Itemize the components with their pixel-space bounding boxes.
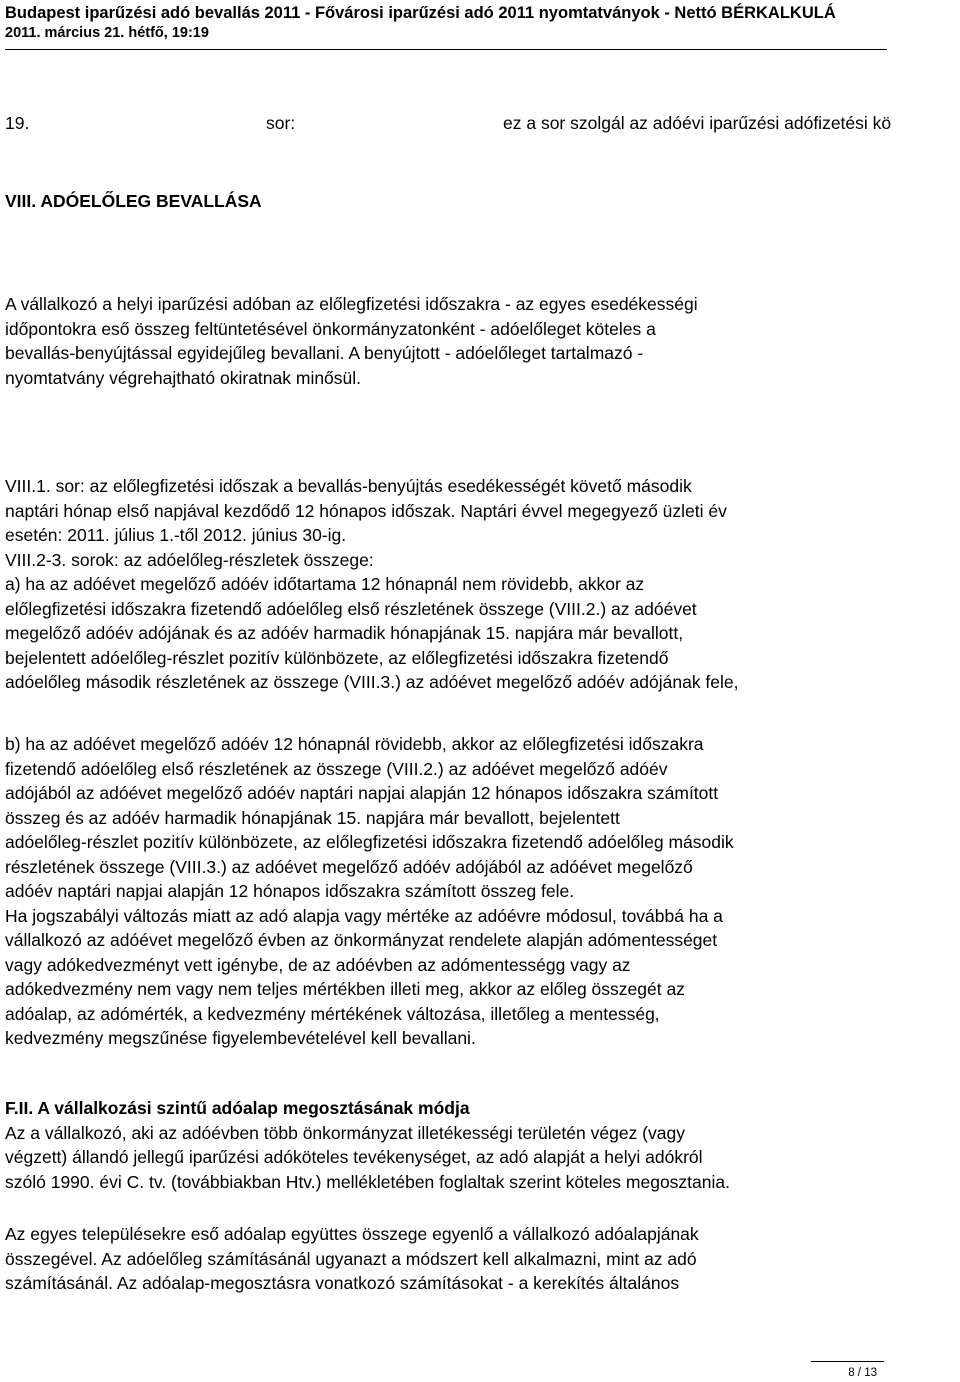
- section-number: F.II.: [5, 1098, 34, 1118]
- text-line: vagy adókedvezményt vett igénybe, de az adóévben az adómentességg vagy az: [5, 954, 631, 975]
- paragraph-gap: [5, 1194, 955, 1222]
- page-number: 8 / 13: [848, 1367, 877, 1379]
- text-line: fizetendő adóelőleg első részletének az összege (VIII.2.) az adóévet megelőző adóév: [5, 758, 668, 779]
- section-tax-base-allocation: [5, 1096, 955, 1296]
- section-heading-text: A vállalkozási szintű adóalap megosztásának módja: [33, 1098, 470, 1118]
- text-line: adóalap, az adómérték, a kedvezmény mértékének változása, illetőleg a mentesség,: [5, 1003, 660, 1024]
- text-line: szóló 1990. évi C. tv. (továbbiakban Htv.) mellékletében foglaltak szerint köteles megosztania.: [5, 1171, 730, 1192]
- page-header-date: 2011. március 21. hétfő, 19:19: [5, 25, 209, 41]
- text-line: b) ha az adóévet megelőző adóév 12 hónapnál rövidebb, akkor az előlegfizetési időszakra: [5, 734, 704, 754]
- section-heading: [5, 1096, 955, 1121]
- text-line: VIII.2-3. sorok: az adóelőleg-részletek összege:: [5, 549, 374, 570]
- text-line: adóelőleg második részletének az összege (VIII.3.) az adóévet megelőző adóév adójának fele,: [5, 672, 739, 692]
- text-line: VIII.1. sor: az előlegfizetési időszak a bevallás-benyújtás esedékességét követő második: [5, 476, 692, 496]
- text-line: Ha jogszabályi változás miatt az adó alapja vagy mértéke az adóévre módosul, továbbá ha a: [5, 905, 723, 926]
- text-line: végzett) állandó jellegű iparűzési adóköteles tevékenységet, az adó alapját a helyi adókról: [5, 1147, 703, 1167]
- row-19-text: ez a sor szolgál az adóévi iparűzési adófizetési kö: [503, 113, 892, 133]
- paragraph-rows-viii: [5, 474, 955, 695]
- text-line: előlegfizetési időszakra fizetendő adóelőleg első részletének összege (VIII.2.) az adóévet: [5, 598, 697, 619]
- text-line: számításánál. Az adóalap-megosztásra vonatkozó számításokat - a kerekítés általános: [5, 1273, 680, 1293]
- section-title-advance-tax: VIII. ADÓELŐLEG BEVALLÁSA: [5, 191, 262, 211]
- page-header-title: Budapest iparűzési adó bevallás 2011 - Fővárosi iparűzési adó 2011 nyomtatványok - Nettó BÉRKALKULÁ: [5, 4, 836, 22]
- row-19-number: 19.: [5, 113, 30, 133]
- text-line: adóelőleg-részlet pozitív különbözete, az előlegfizetési időszakra fizetendő adóelőleg második: [5, 832, 734, 852]
- text-line: kedvezmény megszűnése figyelembevételével kell bevallani.: [5, 1028, 476, 1048]
- paragraph-intro: [5, 292, 955, 390]
- row-19: [0, 111, 960, 137]
- text-line: nyomtatvány végrehajtható okiratnak minősül.: [5, 367, 362, 388]
- text-line: bejelentett adóelőleg-részlet pozitív különbözete, az előlegfizetési időszakra fizetendő: [5, 647, 669, 668]
- row-19-label: sor:: [266, 113, 296, 133]
- text-line: megelőző adóév adójának és az adóév harmadik hónapjának 15. napjára már bevallott,: [5, 623, 684, 643]
- text-line: esetén: 2011. július 1.-től 2012. június 30-ig.: [5, 525, 347, 545]
- header-divider: [5, 49, 887, 50]
- footer-divider: [811, 1361, 884, 1362]
- text-line: bevallás-benyújtással egyidejűleg bevallani. A benyújtott - adóelőleget tartalmazó -: [5, 343, 644, 363]
- text-line: összegével. Az adóelőleg számításánál ugyanazt a módszert kell alkalmazni, mint az adó: [5, 1248, 697, 1269]
- text-line: összeg és az adóév harmadik hónapjának 15. napjára már bevallott, bejelentett: [5, 807, 620, 828]
- text-line: Az a vállalkozó, aki az adóévben több önkormányzat illetékességi területén végez (vagy: [5, 1122, 685, 1143]
- text-line: adókedvezmény nem vagy nem teljes mértékben illeti meg, akkor az előleg összegét az: [5, 979, 685, 999]
- text-line: A vállalkozó a helyi iparűzési adóban az előlegfizetési időszakra - az egyes esedékességi: [5, 294, 698, 314]
- paragraph-case-b: [5, 732, 955, 1051]
- text-line: Az egyes településekre eső adóalap együttes összege egyenlő a vállalkozó adóalapjának: [5, 1224, 699, 1244]
- text-line: adójából az adóévet megelőző adóév naptári napjai alapján 12 hónapos időszakra számított: [5, 783, 719, 803]
- text-line: részletének összege (VIII.3.) az adóévet megelőző adóév adójából az adóévet megelőző: [5, 856, 693, 877]
- text-line: időpontokra eső összeg feltüntetésével önkormányzatonként - adóelőleget köteles a: [5, 318, 656, 339]
- text-line: adóév naptári napjai alapján 12 hónapos időszakra számított összeg fele.: [5, 881, 575, 901]
- text-line: vállalkozó az adóévet megelőző évben az önkormányzat rendelete alapján adómentességet: [5, 930, 718, 950]
- text-line: naptári hónap első napjával kezdődő 12 hónapos időszak. Naptári évvel megegyező üzleti év: [5, 500, 727, 521]
- text-line: a) ha az adóévet megelőző adóév időtartama 12 hónapnál nem rövidebb, akkor az: [5, 574, 645, 594]
